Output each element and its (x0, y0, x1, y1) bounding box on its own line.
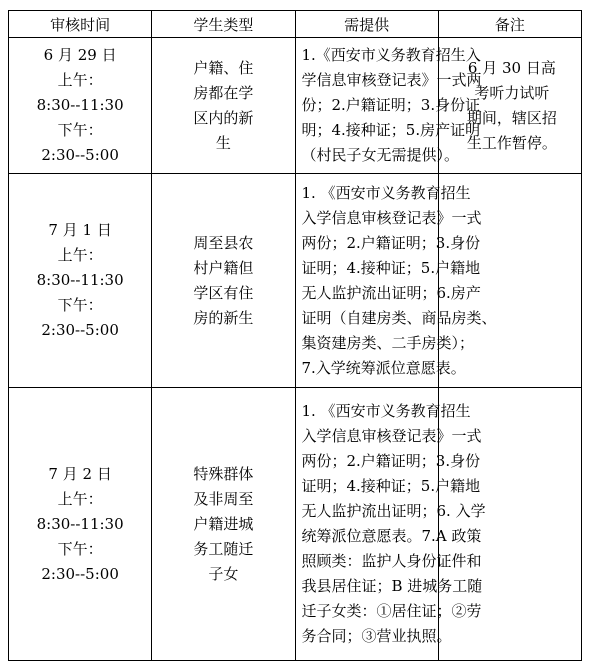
docs-line: 入学信息审核登记表》一式 (301, 208, 482, 227)
type-line: 特殊群体 (193, 464, 254, 483)
type-line: 户籍、住 (193, 58, 254, 77)
type-line: 务工随迁 (193, 539, 254, 558)
type-line: 户籍进城 (193, 514, 254, 533)
review-time-cell (9, 388, 152, 661)
type-line: 房都在学 (193, 83, 254, 102)
type-line: 及非周至 (193, 489, 254, 508)
note-line: 生工作暂停。 (466, 133, 557, 152)
docs-line: 无人监护流出证明；6.房产 (301, 283, 481, 302)
table-header-row (9, 11, 582, 38)
docs-line: 务合同；③营业执照。 (301, 627, 452, 645)
docs-line: 份；2.户籍证明；3.身份证 (301, 96, 481, 114)
time-line: 下午： (57, 121, 103, 139)
docs-line: 证明；4.接种证；5.户籍地 (301, 258, 481, 277)
header-required-documents: 需提供 (295, 11, 438, 38)
time-line: 2:30--5:00 (41, 321, 119, 339)
table-row (9, 38, 582, 174)
time-line: 8:30--11:30 (36, 96, 124, 114)
docs-line: 证明；4.接种证；5.户籍地 (301, 477, 481, 495)
docs-line: 统筹派位意愿表。7.A 政策 (301, 527, 482, 545)
time-line: 下午： (57, 296, 103, 314)
table-row (9, 388, 582, 661)
docs-line: 7.入学统筹派位意愿表。 (301, 358, 466, 377)
docs-line: 我县居住证；B 进城务工随 (301, 577, 483, 595)
type-line: 区内的新 (193, 108, 254, 127)
type-line: 学区有住 (193, 283, 254, 302)
time-line: 下午： (57, 539, 103, 558)
time-line: 上午： (57, 246, 103, 264)
docs-line: 1. 《西安市义务教育招生 (301, 402, 471, 420)
time-line: 6 月 29 日 (43, 46, 117, 64)
time-line: 8:30--11:30 (36, 271, 124, 289)
docs-line: 1.《西安市义务教育招生入 (301, 46, 481, 64)
time-line: 2:30--5:00 (41, 146, 119, 164)
note-line: 考听力试听 (474, 83, 550, 102)
docs-line: 1. 《西安市义务教育招生 (301, 183, 471, 202)
time-line: 7 月 1 日 (48, 221, 112, 239)
time-line: 2:30--5:00 (41, 564, 119, 583)
docs-line: 证明（自建房类、商品房类、 (301, 308, 497, 327)
student-type-cell (152, 38, 295, 174)
header-student-type: 学生类型 (152, 11, 295, 38)
review-time-cell (9, 38, 152, 174)
docs-line: 两份；2.户籍证明；3.身份 (301, 452, 481, 470)
student-type-cell (152, 174, 295, 388)
type-line: 村户籍但 (193, 258, 254, 277)
docs-line: 无人监护流出证明；6. 入学 (301, 502, 486, 520)
docs-line: 入学信息审核登记表》一式 (301, 427, 482, 445)
time-line: 7 月 2 日 (48, 464, 112, 483)
time-line: 8:30--11:30 (36, 514, 124, 533)
type-line: 周至县农 (193, 233, 254, 252)
required-documents-cell (295, 388, 486, 661)
header-remarks: 备注 (438, 11, 581, 38)
enrollment-review-table (8, 10, 582, 661)
required-documents-cell (295, 38, 482, 174)
time-line: 上午： (57, 489, 103, 508)
note-line: 期间，辖区招 (466, 108, 557, 127)
docs-line: 集资建房类、二手房类）； (301, 333, 475, 352)
required-documents-cell (295, 174, 497, 388)
type-line: 子女 (208, 564, 239, 583)
docs-line: 两份；2.户籍证明；3.身份 (301, 233, 481, 252)
note-line: 6 月 30 日高 (467, 58, 556, 77)
remarks-cell (438, 174, 581, 388)
docs-line: 照顾类：监护人身份证件和 (301, 552, 482, 570)
docs-line: 迁子女类：①居住证；②劳 (301, 602, 482, 620)
time-line: 上午： (57, 71, 103, 89)
student-type-cell (152, 388, 295, 661)
type-line: 生 (215, 133, 231, 152)
docs-line: （村民子女无需提供）。 (301, 146, 460, 164)
docs-line: 学信息审核登记表》一式两 (301, 71, 482, 89)
header-review-time: 审核时间 (9, 11, 152, 38)
review-time-cell (9, 174, 152, 388)
type-line: 房的新生 (193, 308, 254, 327)
docs-line: 明；4.接种证；5.房产证明 (301, 121, 481, 139)
table-row (9, 174, 582, 388)
